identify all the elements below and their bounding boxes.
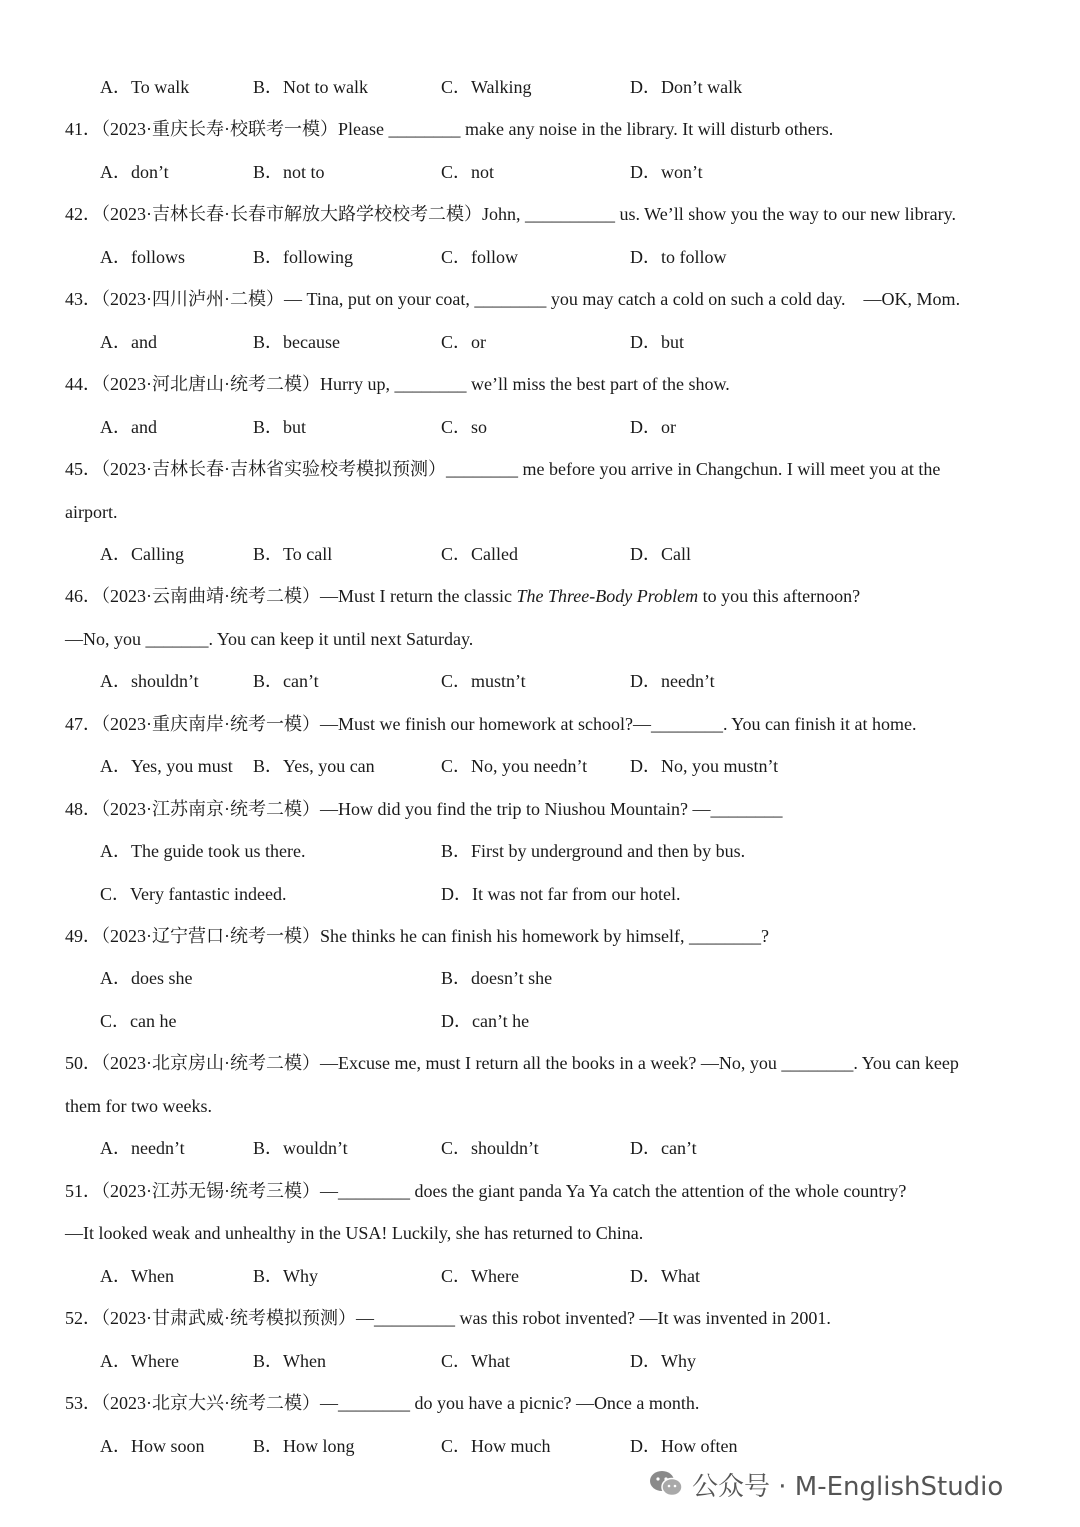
question-source: （2023·重庆南岸·统考一模） — [101, 714, 320, 734]
options-row-46 — [0, 666, 1080, 696]
wechat-icon — [648, 1469, 684, 1499]
question-source: （2023·吉林长春·吉林省实验校考模拟预测） — [101, 459, 446, 479]
question-number: 52． — [65, 1308, 101, 1328]
options-row-51 — [0, 1261, 1080, 1291]
option-c[interactable]: C．or — [441, 332, 486, 352]
question-source: （2023·重庆长寿·校联考一模） — [101, 119, 338, 139]
option-d[interactable]: D．or — [630, 417, 676, 437]
option-a[interactable]: A．does she — [100, 968, 193, 988]
options-row-44 — [0, 412, 1080, 442]
options-row-48b — [0, 879, 1080, 909]
option-c[interactable]: C．Very fantastic indeed. — [100, 884, 287, 904]
options-row-53 — [0, 1431, 1080, 1461]
question-number: 41． — [65, 119, 101, 139]
option-d[interactable]: D．needn’t — [630, 671, 715, 691]
question-number: 45． — [65, 459, 101, 479]
question-source: （2023·北京房山·统考二模） — [101, 1053, 320, 1073]
question-45-continuation: airport. — [65, 502, 118, 522]
watermark — [648, 1464, 1003, 1504]
top-options-row — [0, 72, 1080, 102]
question-text: — Tina, put on your coat, ________ you may catch a cold on such a cold day. —OK, Mom. — [284, 289, 961, 309]
question-49 — [65, 921, 1080, 951]
question-text: Please ________ make any noise in the library. It will disturb others. — [338, 119, 834, 139]
option-d[interactable]: D．but — [630, 332, 684, 352]
options-row-43 — [0, 327, 1080, 357]
question-source: （2023·吉林长春·长春市解放大路学校校考二模） — [101, 204, 482, 224]
option-c[interactable]: C．not — [441, 162, 495, 182]
options-row-47 — [0, 751, 1080, 781]
option-c[interactable]: C．mustn’t — [441, 671, 526, 691]
question-text: —_________ was this robot invented? —It was invented in 2001. — [356, 1308, 831, 1328]
options-row-50 — [0, 1133, 1080, 1163]
question-51 — [65, 1176, 1080, 1206]
options-row-49a — [0, 963, 1080, 993]
question-46 — [65, 581, 1080, 611]
option-b[interactable]: B．can’t — [253, 671, 319, 691]
question-text: —How did you find the trip to Niushou Mountain? —________ — [320, 799, 783, 819]
option-c[interactable]: C．Where — [441, 1266, 519, 1286]
option-a[interactable]: A．shouldn’t — [100, 671, 199, 691]
option-a[interactable]: A．needn’t — [100, 1138, 185, 1158]
book-title: The Three-Body Problem — [516, 586, 699, 606]
option-c[interactable]: C．shouldn’t — [441, 1138, 539, 1158]
option-d[interactable]: D．to follow — [630, 247, 727, 267]
options-row-41 — [0, 157, 1080, 187]
option-a[interactable]: A．Calling — [100, 544, 184, 564]
question-source: （2023·甘肃武威·统考模拟预测） — [101, 1308, 356, 1328]
question-number: 46． — [65, 586, 101, 606]
question-50 — [65, 1048, 1080, 1078]
options-row-49b — [0, 1006, 1080, 1036]
option-d[interactable]: D．Why — [630, 1351, 696, 1371]
option-c[interactable]: C．follow — [441, 247, 519, 267]
question-text: —________ does the giant panda Ya Ya catch the attention of the whole country? — [320, 1181, 907, 1201]
question-number: 48． — [65, 799, 101, 819]
option-b[interactable]: B．Yes, you can — [253, 756, 375, 776]
question-text: —________ do you have a picnic? —Once a month. — [320, 1393, 700, 1413]
option-a[interactable]: A．and — [100, 417, 157, 437]
question-48 — [65, 794, 1080, 824]
option-b[interactable]: B．not to — [253, 162, 325, 182]
question-text: ________ me before you arrive in Changchun. I will meet you at the — [446, 459, 941, 479]
option-d[interactable]: D．How often — [630, 1436, 738, 1456]
question-number: 53． — [65, 1393, 101, 1413]
option-b[interactable]: B．Not to walk — [253, 77, 368, 97]
option-b[interactable]: B．wouldn’t — [253, 1138, 348, 1158]
question-46-continuation: —No, you _______. You can keep it until next Saturday. — [65, 629, 474, 649]
question-source: （2023·江苏南京·统考二模） — [101, 799, 320, 819]
option-c[interactable]: C．Walking — [441, 77, 532, 97]
question-43 — [65, 284, 1080, 314]
option-d[interactable]: D．can’t he — [441, 1011, 530, 1031]
option-d[interactable]: D．It was not far from our hotel. — [441, 884, 681, 904]
question-text: She thinks he can finish his homework by himself, ________? — [320, 926, 769, 946]
watermark-label: 公众号 · M-EnglishStudio — [692, 1471, 1004, 1502]
option-d[interactable]: D．What — [630, 1266, 700, 1286]
option-d[interactable]: D．Call — [630, 544, 691, 564]
option-c[interactable]: C．so — [441, 417, 488, 437]
option-b[interactable]: B．How long — [253, 1436, 355, 1456]
question-text: Hurry up, ________ we’ll miss the best part of the show. — [320, 374, 730, 394]
question-53 — [65, 1388, 1080, 1418]
option-c[interactable]: C．What — [441, 1351, 510, 1371]
option-a[interactable]: A．When — [100, 1266, 174, 1286]
question-source: （2023·江苏无锡·统考三模） — [101, 1181, 320, 1201]
options-row-52 — [0, 1346, 1080, 1376]
option-b[interactable]: B．First by underground and then by bus. — [441, 841, 746, 861]
question-text-end: to you this afternoon? — [698, 586, 861, 606]
option-b[interactable]: B．doesn’t she — [441, 968, 553, 988]
option-d[interactable]: D．can’t — [630, 1138, 697, 1158]
question-source: （2023·辽宁营口·统考一模） — [101, 926, 320, 946]
question-52 — [65, 1303, 1080, 1333]
option-c[interactable]: C．can he — [100, 1011, 177, 1031]
question-text: —Excuse me, must I return all the books in a week? —No, you ________. You can keep — [320, 1053, 959, 1073]
option-a[interactable]: A．don’t — [100, 162, 169, 182]
option-b[interactable]: B．To call — [253, 544, 333, 564]
question-source: （2023·四川泸州·二模） — [101, 289, 284, 309]
option-d[interactable]: D．won’t — [630, 162, 703, 182]
question-number: 50． — [65, 1053, 101, 1073]
options-row-42 — [0, 242, 1080, 272]
options-row-45 — [0, 539, 1080, 569]
option-c[interactable]: C．Called — [441, 544, 518, 564]
option-a[interactable]: A．To walk — [100, 77, 190, 97]
question-source: （2023·云南曲靖·统考二模） — [101, 586, 320, 606]
question-number: 49． — [65, 926, 101, 946]
option-a[interactable]: A．How soon — [100, 1436, 205, 1456]
option-d[interactable]: D．No, you mustn’t — [630, 756, 779, 776]
options-row-48a — [0, 836, 1080, 866]
question-text: —Must I return the classic — [320, 586, 517, 606]
question-51-continuation: —It looked weak and unhealthy in the USA! Luckily, she has returned to China. — [65, 1223, 644, 1243]
option-c[interactable]: C．How much — [441, 1436, 551, 1456]
question-text: —Must we finish our homework at school?—________. You can finish it at home. — [320, 714, 917, 734]
question-text: John, __________ us. We’ll show you the way to our new library. — [482, 204, 956, 224]
question-47 — [65, 709, 1080, 739]
question-50-continuation: them for two weeks. — [65, 1096, 212, 1116]
question-45 — [65, 454, 1080, 484]
option-b[interactable]: B．Why — [253, 1266, 318, 1286]
option-b[interactable]: B．following — [253, 247, 354, 267]
option-b[interactable]: B．because — [253, 332, 340, 352]
question-42 — [65, 199, 1080, 229]
question-number: 51． — [65, 1181, 101, 1201]
question-number: 42． — [65, 204, 101, 224]
option-a[interactable]: A．and — [100, 332, 157, 352]
option-a[interactable]: A．The guide took us there. — [100, 841, 306, 861]
option-a[interactable]: A．Yes, you must — [100, 756, 233, 776]
question-source: （2023·北京大兴·统考二模） — [101, 1393, 320, 1413]
question-number: 44． — [65, 374, 101, 394]
option-a[interactable]: A．follows — [100, 247, 185, 267]
option-c[interactable]: C．No, you needn’t — [441, 756, 588, 776]
option-d[interactable]: D．Don’t walk — [630, 77, 743, 97]
option-b[interactable]: B．When — [253, 1351, 326, 1371]
question-number: 47． — [65, 714, 101, 734]
question-44 — [65, 369, 1080, 399]
question-number: 43． — [65, 289, 101, 309]
question-41 — [65, 114, 1080, 144]
option-b[interactable]: B．but — [253, 417, 307, 437]
option-a[interactable]: A．Where — [100, 1351, 179, 1371]
question-source: （2023·河北唐山·统考二模） — [101, 374, 320, 394]
